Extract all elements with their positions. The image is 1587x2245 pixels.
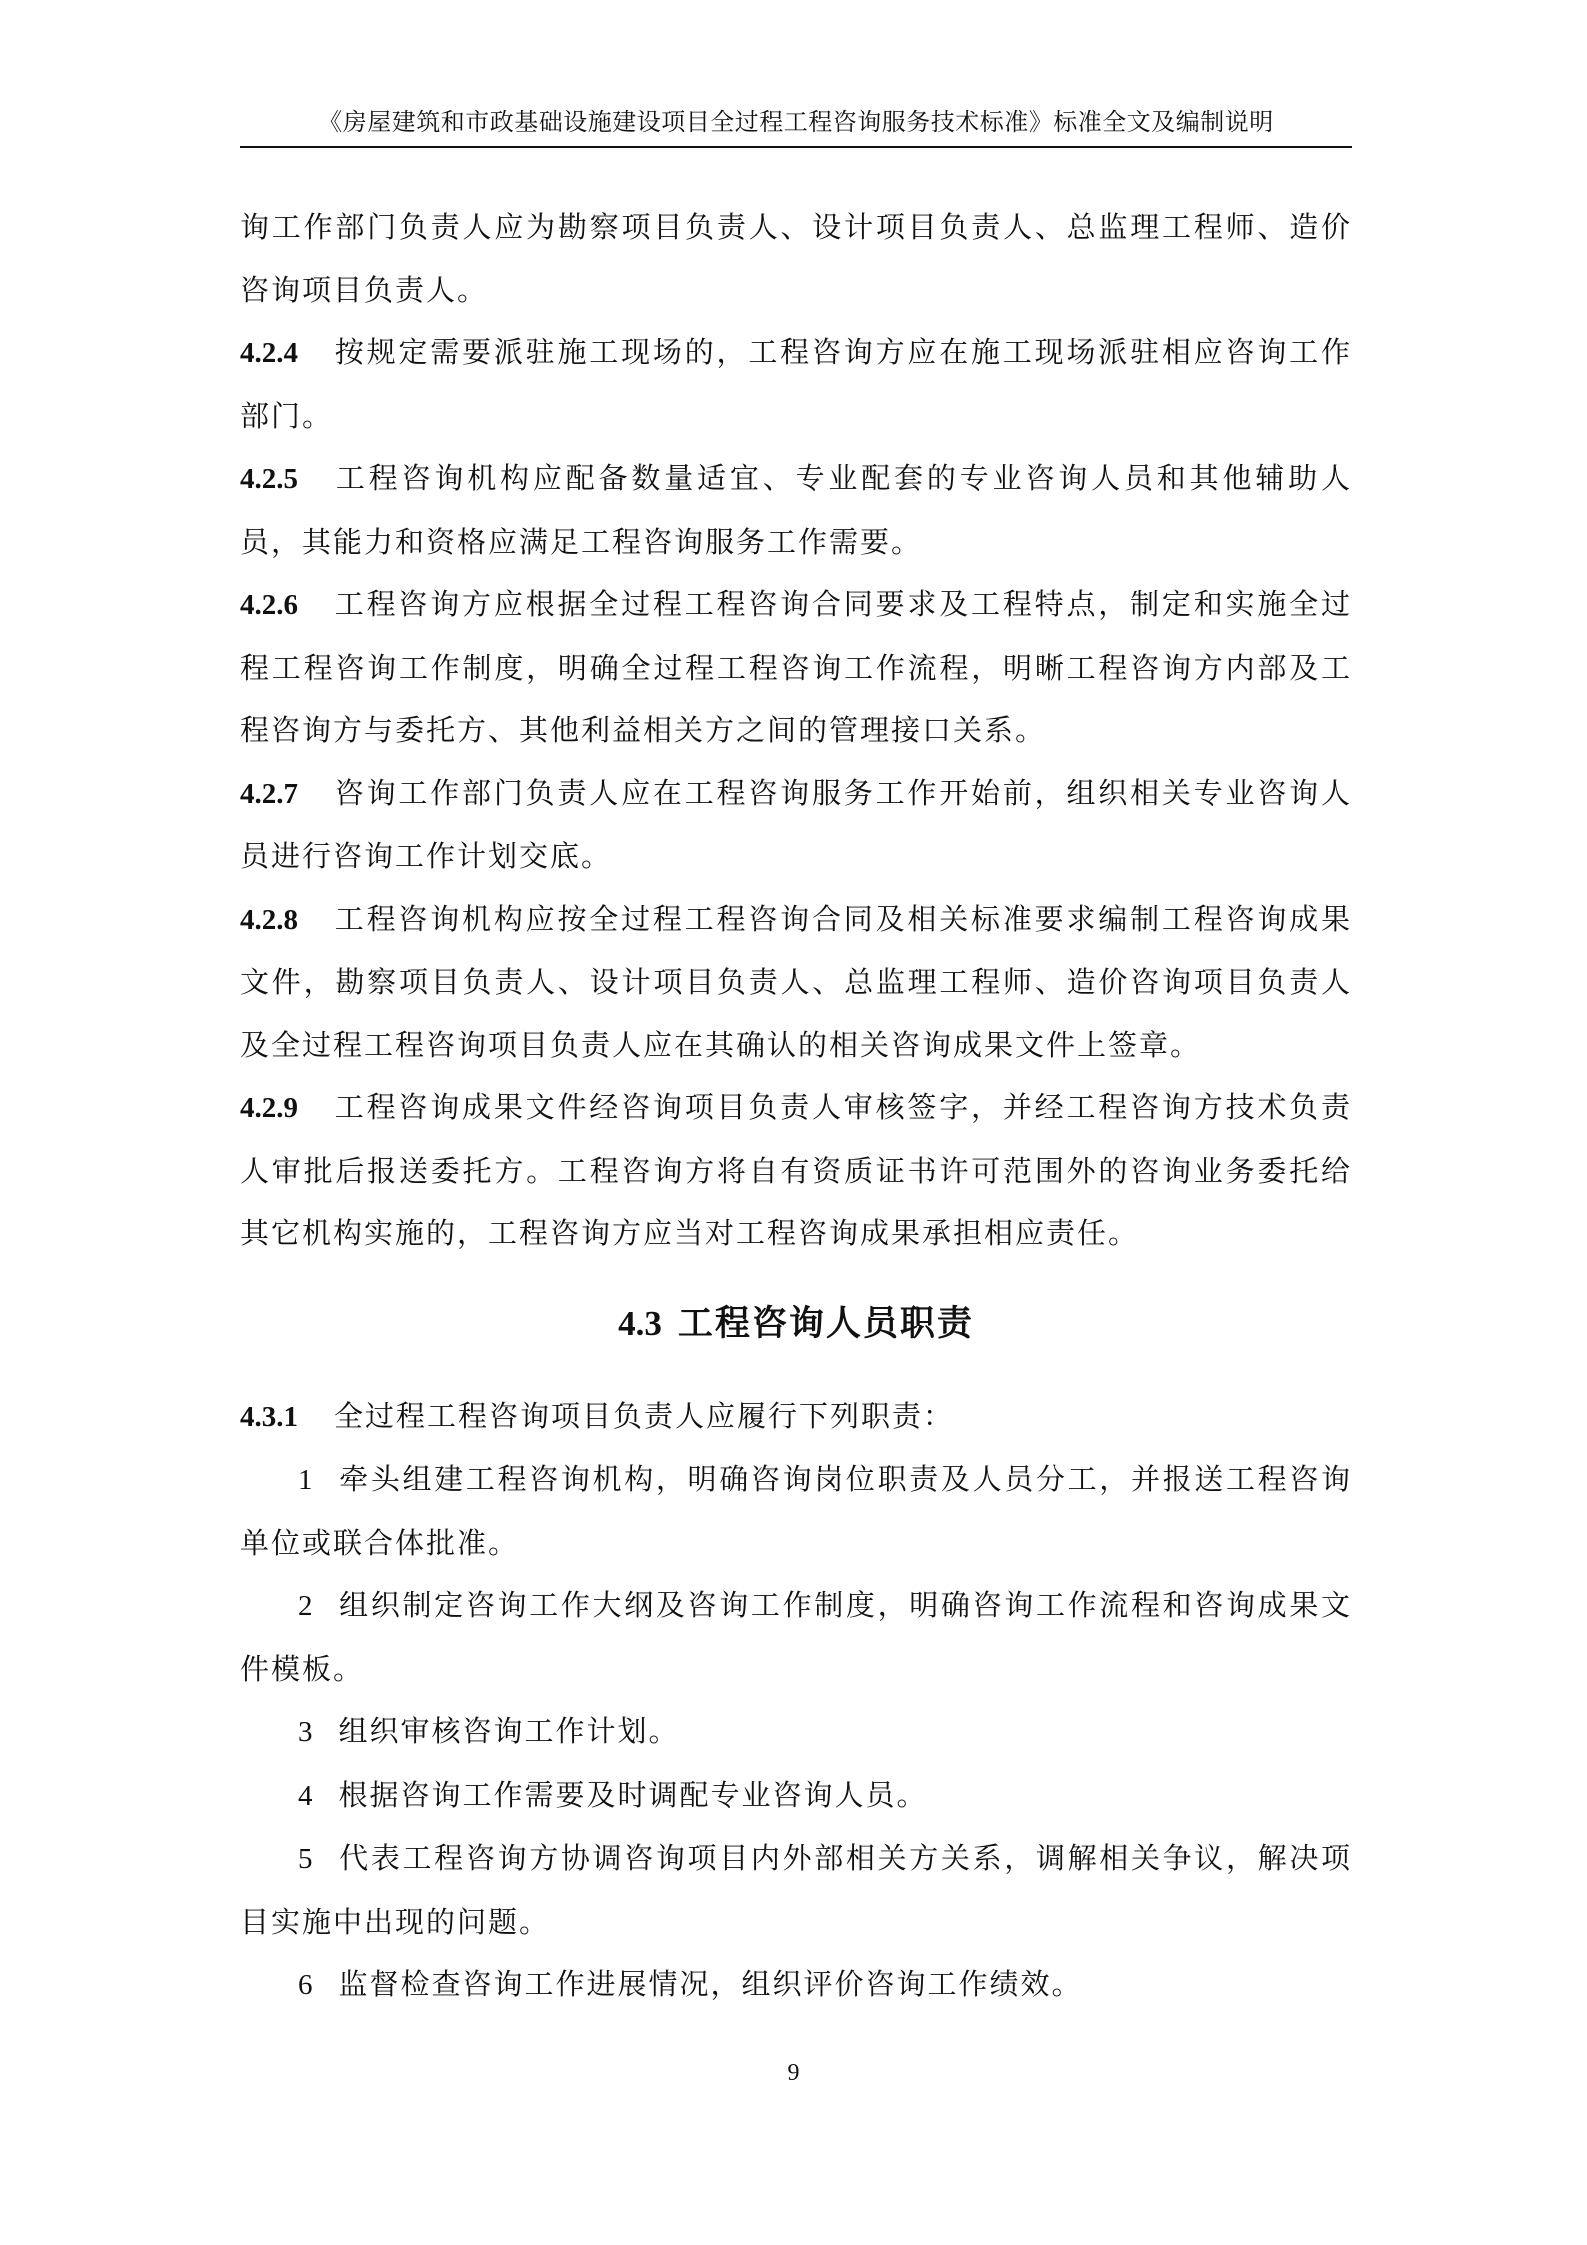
- list-item-number: 6: [298, 1969, 313, 2001]
- page-number: 9: [787, 2060, 800, 2086]
- list-item-number: 3: [298, 1716, 313, 1748]
- clause-text: 工程咨询成果文件经咨询项目负责人审核签字，并经工程咨询方技术负责人审批后报送委托方。工程咨询方将自有资质证书许可范围外的咨询业务委托给其它机构实施的，工程咨询方应当对工程咨询成果承担相应责任。: [240, 1090, 1352, 1250]
- page-body: [240, 196, 1352, 2017]
- running-header: 《房屋建筑和市政基础设施建设项目全过程工程咨询服务技术标准》标准全文及编制说明: [318, 108, 1274, 136]
- clause-text: 工程咨询方应根据全过程工程咨询合同要求及工程特点，制定和实施全过程工程咨询工作制度，明确全过程工程咨询工作流程，明晰工程咨询方内部及工程咨询方与委托方、其他利益相关方之间的管理接口关系。: [240, 587, 1352, 747]
- clause-number: 4.2.4: [240, 337, 298, 369]
- section-heading: [240, 1299, 1352, 1349]
- list-item-number: 5: [298, 1843, 313, 1875]
- clause-4-2-6: [240, 573, 1352, 762]
- clause-4-2-9: [240, 1076, 1352, 1265]
- clause-text: 按规定需要派驻施工现场的，工程咨询方应在施工现场派驻相应咨询工作部门。: [240, 335, 1352, 433]
- clause-number: 4.2.9: [240, 1092, 298, 1124]
- clause-number: 4.2.5: [240, 463, 298, 495]
- list-item-number: 1: [298, 1464, 313, 1496]
- clause-number: 4.2.7: [240, 777, 298, 810]
- list-item: [240, 1953, 1352, 2017]
- list-item-text: 根据咨询工作需要及时调配专业咨询人员。: [338, 1777, 928, 1812]
- clause-text: 工程咨询机构应配备数量适宜、专业配套的专业咨询人员和其他辅助人员，其能力和资格应满足工程咨询服务工作需要。: [240, 461, 1352, 559]
- list-item: [240, 1448, 1352, 1574]
- list-item: [240, 1574, 1352, 1700]
- section-number: 4.3: [618, 1303, 662, 1343]
- list-item: [240, 1700, 1352, 1764]
- clause-4-2-5: [240, 447, 1352, 573]
- clause-4-3-1: [240, 1385, 1352, 1449]
- paragraph-text: 询工作部门负责人应为勘察项目负责人、设计项目负责人、总监理工程师、造价咨询项目负责人。: [240, 210, 1352, 307]
- list-item: [240, 1827, 1352, 1953]
- list-item-number: 2: [298, 1590, 313, 1622]
- list-item-text: 组织审核咨询工作计划。: [338, 1714, 680, 1748]
- list-item-number: 4: [298, 1779, 313, 1812]
- paragraph-continuation: [240, 196, 1352, 321]
- clause-4-2-8: [240, 888, 1352, 1077]
- list-item-text: 组织制定咨询工作大纲及咨询工作制度，明确咨询工作流程和咨询成果文件模板。: [240, 1588, 1352, 1686]
- clause-number: 4.2.6: [240, 589, 298, 621]
- clause-text: 工程咨询机构应按全过程工程咨询合同及相关标准要求编制工程咨询成果文件，勘察项目负责人、设计项目负责人、总监理工程师、造价咨询项目负责人及全过程工程咨询项目负责人应在其确认的相关咨询成果文件上签章。: [240, 901, 1352, 1062]
- list-item-text: 牵头组建工程咨询机构，明确咨询岗位职责及人员分工，并报送工程咨询单位或联合体批准。: [240, 1462, 1352, 1560]
- section-title-text: 工程咨询人员职责: [677, 1302, 974, 1344]
- list-item-text: 代表工程咨询方协调咨询项目内外部相关方关系，调解相关争议，解决项目实施中出现的问题。: [240, 1841, 1352, 1939]
- clause-4-2-4: [240, 321, 1352, 447]
- clause-text: 咨询工作部门负责人应在工程咨询服务工作开始前，组织相关专业咨询人员进行咨询工作计划交底。: [240, 775, 1352, 873]
- header-rule: [240, 146, 1352, 148]
- clause-text: 全过程工程咨询项目负责人应履行下列职责：: [334, 1398, 955, 1433]
- list-item: [240, 1764, 1352, 1828]
- clause-number: 4.2.8: [240, 903, 298, 936]
- clause-4-2-7: [240, 762, 1352, 888]
- clause-number: 4.3.1: [240, 1400, 298, 1433]
- list-item-text: 监督检查咨询工作进展情况，组织评价咨询工作绩效。: [338, 1967, 1083, 2001]
